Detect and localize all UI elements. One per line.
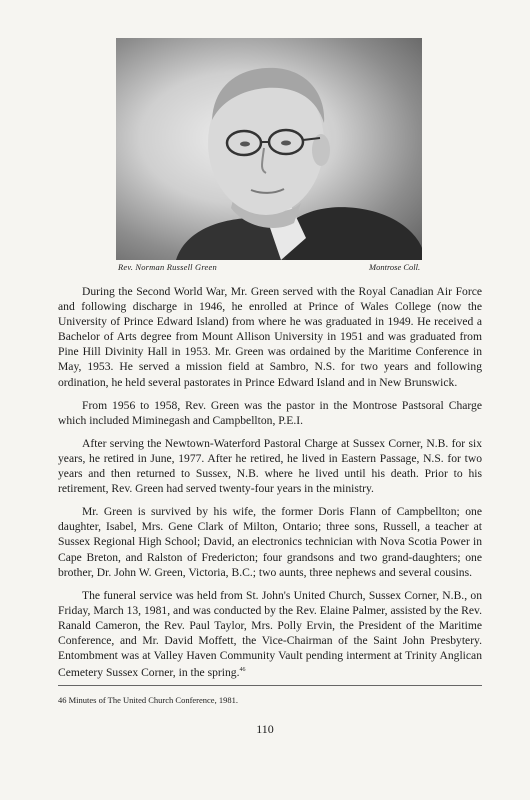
- paragraph: From 1956 to 1958, Rev. Green was the pastor in the Montrose Pastsoral Charge which included Miminegash and Campbellton, P.E.I.: [58, 398, 482, 427]
- photo-caption: Rev. Norman Russell Green: [118, 262, 217, 272]
- portrait-illustration: [116, 38, 422, 260]
- paragraph: After serving the Newtown-Waterford Pastoral Charge at Sussex Corner, N.B. for six years, he retired in June, 1977. After he retired, he lived in Eastern Passage, N.S. for two years and then returned to Sussex, N.B. where he lived until his death. Prior to his retirement, Rev. Green had served twenty-four years in the ministry.: [58, 436, 482, 496]
- portrait-photo: [116, 38, 422, 260]
- article-body: [58, 284, 482, 688]
- page-number: 110: [256, 722, 274, 736]
- paragraph-text: The funeral service was held from St. John's United Church, Sussex Corner, N.B., on Friday, March 13, 1981, and was conducted by the Rev. Elaine Palmer, assisted by the Rev. Ranald Cameron, the Rev. Paul Taylor, Mrs. Polly Ervin, the President of the Maritime Conference, and Mr. David Moffett, the Vice-Chairman of the Saint John Presbytery. Entombment was at Valley Haven Community Vault pending interment at Trinity Anglican Cemetery Sussex Corner, in the spring.: [58, 588, 482, 680]
- footnote: 46 Minutes of The United Church Conference, 1981.: [58, 695, 238, 705]
- paragraph-last: [58, 588, 482, 680]
- photo-credit: Montrose Coll.: [369, 262, 421, 272]
- footnote-marker: 46: [239, 667, 246, 674]
- paragraph: Mr. Green is survived by his wife, the former Doris Flann of Campbellton; one daughter, Isabel, Mrs. Gene Clark of Milton, Ontario; three sons, Russell, a teacher at Sussex Regional High School; David, an electronics technician with Nova Scotia Power in Cape Breton, and Ralston of Fredericton; four grandsons and two grand-daughters; one brother, Dr. John W. Green, Victoria, B.C.; two aunts, three nephews and several cousins.: [58, 505, 482, 579]
- paragraph: During the Second World War, Mr. Green served with the Royal Canadian Air Force and following discharge in 1946, he enrolled at Prince of Wales College (now the University of Prince Edward Island) from where he was graduated in 1949. He received a Bachelor of Arts degree from Mount Allison University in 1951 and was graduated from Pine Hill Divinity Hall in 1953. Mr. Green was ordained by the Maritime Conference in May, 1953. He served a mission field at Sambro, N.S. for two years and following ordination, he held several pastorates in Prince Edward Island and in New Brunswick.: [58, 285, 482, 389]
- footnote-divider: [58, 685, 482, 686]
